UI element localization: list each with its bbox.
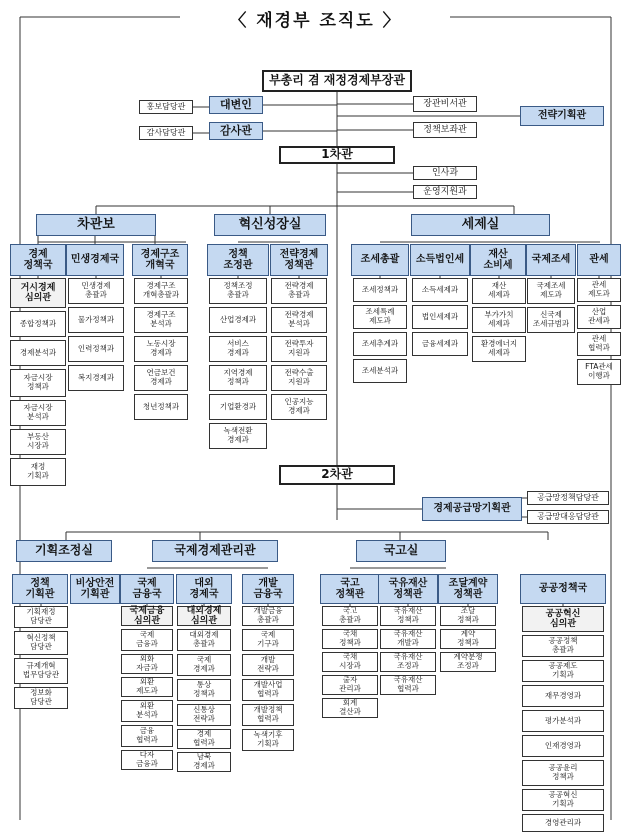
unit-box: 재산 세제과: [472, 278, 526, 304]
unit-box: 자금시장 정책과: [10, 369, 66, 397]
unit-box: 녹색기후 기획과: [242, 729, 294, 751]
bureau-box: 정책 조정관: [207, 244, 269, 276]
unit-box: FTA관세 이행과: [577, 359, 621, 385]
unit-box: 외화 자금과: [121, 654, 173, 674]
unit-box: 국제금융 심의관: [121, 606, 173, 626]
audit-box: 감사관: [209, 122, 263, 140]
unit-box: 관세 제도과: [577, 278, 621, 302]
unit-box: 거시경제 심의관: [10, 278, 66, 308]
unit-box: 조달 정책과: [440, 606, 496, 626]
unit-box: 공공혁신 심의관: [522, 606, 604, 632]
bureau-box: 대외 경제국: [176, 574, 232, 604]
unit-box: 경제구조 분석과: [134, 307, 188, 333]
operation-support-box: 운영지원과: [413, 185, 477, 199]
unit-box: 국유재산 개발과: [380, 629, 436, 649]
unit-box: 통상 정책과: [177, 679, 231, 701]
unit-box: 종합정책과: [10, 311, 66, 337]
unit-box: 혁신정책 담당관: [14, 631, 68, 655]
pr-officer-box: 홍보담당관: [139, 100, 193, 114]
unit-box: 국유재산 협력과: [380, 675, 436, 695]
bureau-box: 전략경제 정책관: [270, 244, 328, 276]
unit-box: 관세 협력과: [577, 332, 621, 356]
unit-box: 경제 협력과: [177, 729, 231, 749]
bureau-box: 조달계약 정책관: [438, 574, 498, 604]
bureau-box: 민생경제국: [66, 244, 124, 276]
unit-box: 조세분석과: [353, 359, 407, 383]
bureau-box: 정책 기획관: [12, 574, 68, 604]
unit-box: 개발사업 협력과: [242, 679, 294, 701]
unit-box: 국제 경제과: [177, 654, 231, 676]
bureau-box: 조세총괄: [351, 244, 409, 276]
unit-box: 신국제 조세규범과: [527, 307, 575, 333]
tax-office-box: 세제실: [411, 214, 550, 236]
unit-box: 인공지능 경제과: [271, 394, 327, 420]
intl-econ-office-box: 국제경제관리관: [152, 540, 278, 562]
unit-box: 국채 시장과: [322, 652, 378, 672]
unit-box: 산업 관세과: [577, 305, 621, 329]
unit-box: 개발 전략과: [242, 654, 294, 676]
policy-aide-box: 정책보좌관: [413, 122, 477, 138]
unit-box: 환경에너지 세제과: [472, 336, 526, 362]
unit-box: 규제개혁 법무담당관: [14, 658, 68, 684]
supply-policy-box: 공급망정책담당관: [527, 491, 609, 505]
unit-box: 기업환경과: [209, 394, 267, 420]
unit-box: 금융세제과: [412, 332, 468, 356]
bureau-box: 국고 정책관: [320, 574, 380, 604]
unit-box: 공공혁신 기획과: [522, 789, 604, 811]
unit-box: 서비스 경제과: [209, 336, 267, 362]
bureau-box: 국유재산 정책관: [378, 574, 438, 604]
unit-box: 경제구조 개혁총괄과: [134, 278, 188, 304]
unit-box: 대외경제 심의관: [177, 606, 231, 626]
unit-box: 경제분석과: [10, 340, 66, 366]
planning-office-box: 기획조정실: [16, 540, 112, 562]
bureau-box: 관세: [577, 244, 621, 276]
unit-box: 경영관리과: [522, 814, 604, 832]
unit-box: 출자 관리과: [322, 675, 378, 695]
unit-box: 평가분석과: [522, 710, 604, 732]
unit-box: 전략경제 분석과: [271, 307, 327, 333]
unit-box: 공공윤리 정책과: [522, 760, 604, 786]
unit-box: 외환 분석과: [121, 700, 173, 722]
unit-box: 계약분쟁 조정과: [440, 652, 496, 672]
unit-box: 조세특례 제도과: [353, 305, 407, 329]
spokesman-box: 대변인: [209, 96, 263, 114]
unit-box: 국제 기구과: [242, 629, 294, 651]
unit-box: 국제조세 제도과: [527, 278, 575, 304]
unit-box: 개발정책 협력과: [242, 704, 294, 726]
unit-box: 조세정책과: [353, 278, 407, 302]
unit-box: 대외경제 총괄과: [177, 629, 231, 651]
unit-box: 법인세제과: [412, 305, 468, 329]
innovation-growth-box: 혁신성장실: [214, 214, 326, 236]
unit-box: 청년정책과: [134, 394, 188, 420]
minister-secretary-box: 장관비서관: [413, 96, 477, 112]
page-title: 〈 재경부 조직도 〉: [229, 11, 402, 31]
unit-box: 공공제도 기획과: [522, 660, 604, 682]
unit-box: 계약 정책과: [440, 629, 496, 649]
bureau-box: 국제조세: [526, 244, 576, 276]
treasury-office-box: 국고실: [356, 540, 446, 562]
bureau-box: 경제구조 개혁국: [132, 244, 188, 276]
unit-box: 외환 제도과: [121, 677, 173, 697]
unit-box: 국제 금융과: [121, 629, 173, 651]
unit-box: 전략수출 지원과: [271, 365, 327, 391]
unit-box: 국채 정책과: [322, 629, 378, 649]
unit-box: 녹색전환 경제과: [209, 423, 267, 449]
unit-box: 인재경영과: [522, 735, 604, 757]
unit-box: 자금시장 분석과: [10, 400, 66, 426]
unit-box: 지역경제 정책과: [209, 365, 267, 391]
unit-box: 전략투자 지원과: [271, 336, 327, 362]
unit-box: 노동시장 경제과: [134, 336, 188, 362]
unit-box: 재정 기획과: [10, 458, 66, 486]
bureau-box: 소득법인세: [410, 244, 470, 276]
unit-box: 산업경제과: [209, 307, 267, 333]
unit-box: 다자 금융과: [121, 750, 173, 770]
unit-box: 공공정책 총괄과: [522, 635, 604, 657]
unit-box: 기획재정 담당관: [14, 606, 68, 628]
unit-box: 남북 경제과: [177, 752, 231, 772]
bureau-box: 경제 정책국: [10, 244, 66, 276]
vice1-box: 1차관: [279, 146, 395, 164]
bureau-box: 재산 소비세: [470, 244, 526, 276]
strategic-planning-box: 전략기획관: [520, 106, 604, 126]
unit-box: 민생경제 총괄과: [68, 278, 124, 304]
unit-box: 정보화 담당관: [14, 687, 68, 709]
unit-box: 금융 협력과: [121, 725, 173, 747]
unit-box: 국유재산 정책과: [380, 606, 436, 626]
unit-box: 소득세제과: [412, 278, 468, 302]
unit-box: 인력정책과: [68, 336, 124, 362]
unit-box: 재무경영과: [522, 685, 604, 707]
bureau-box: 비상안전 기획관: [70, 574, 120, 604]
unit-box: 부동산 시장과: [10, 429, 66, 455]
unit-box: 국유재산 조정과: [380, 652, 436, 672]
hr-box: 인사과: [413, 166, 477, 180]
unit-box: 물가정책과: [68, 307, 124, 333]
unit-box: 연금보건 경제과: [134, 365, 188, 391]
unit-box: 조세추계과: [353, 332, 407, 356]
unit-box: 회계 결산과: [322, 698, 378, 718]
unit-box: 전략경제 총괄과: [271, 278, 327, 304]
unit-box: 복지경제과: [68, 365, 124, 391]
supply-response-box: 공급망대응담당관: [527, 510, 609, 524]
unit-box: 국고 총괄과: [322, 606, 378, 626]
unit-box: 정책조정 총괄과: [209, 278, 267, 304]
unit-box: 부가가치 세제과: [472, 307, 526, 333]
minister-box: 부총리 겸 재정경제부장관: [262, 70, 412, 92]
bureau-box: 공공정책국: [520, 574, 606, 604]
unit-box: 개발금융 총괄과: [242, 606, 294, 626]
bureau-box: 국제 금융국: [120, 574, 174, 604]
unit-box: 신통상 전략과: [177, 704, 231, 726]
economic-public-network-box: 경제공급망기획관: [422, 497, 522, 521]
audit-officer-box: 감사담당관: [139, 126, 193, 140]
vice-assistant-box: 차관보: [36, 214, 156, 236]
bureau-box: 개발 금융국: [242, 574, 294, 604]
vice2-box: 2차관: [279, 465, 395, 485]
